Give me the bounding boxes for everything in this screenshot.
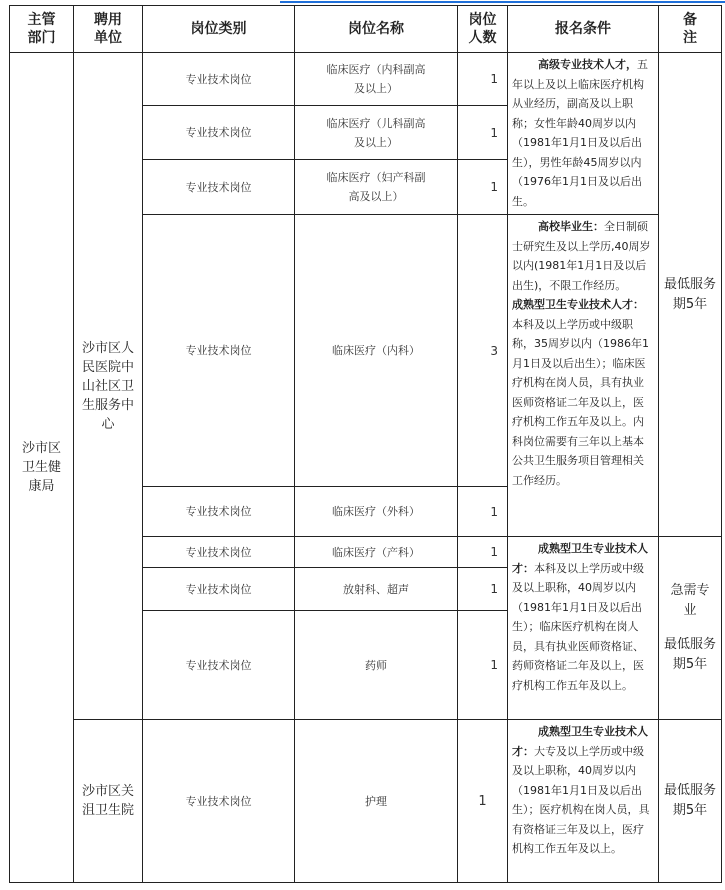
conditions-cell-1: 高级专业技术人才，五年以上及以上临床医疗机构从业经历，副高及以上职称；女性年龄40周岁以内（1981年1月1日及以后出生），男性年龄45周岁以内（1976年1月1日及以后出生。	[508, 53, 659, 215]
post-name-cell: 临床医疗（妇产科副高及以上）	[295, 160, 458, 215]
post-name-cell: 临床医疗（内科）	[295, 215, 458, 487]
post-name-cell: 临床医疗（外科）	[295, 487, 458, 537]
category-cell: 专业技术岗位	[143, 215, 295, 487]
header-category: 岗位类别	[143, 6, 295, 53]
count-cell: 1	[458, 720, 508, 883]
conditions-cell-3: 成熟型卫生专业技术人才：本科及以上学历或中级及以上职称，40周岁以内（1981年1月1日及以后出生）；临床医疗机构在岗人员，具有执业医师资格证、药师资格证二年及以上，医疗机构工作五年及以上。	[508, 537, 659, 720]
note-cell-2: 急需专业 最低服务期5年	[659, 537, 722, 720]
table-row	[10, 53, 722, 106]
post-name-cell: 护理	[295, 720, 458, 883]
category-cell: 专业技术岗位	[143, 487, 295, 537]
count-cell: 1	[458, 106, 508, 160]
dept-cell: 沙市区卫生健康局	[10, 53, 74, 883]
unit-cell-1: 沙市区人民医院中山社区卫生服务中心	[74, 53, 143, 720]
count-cell: 1	[458, 611, 508, 720]
post-name-cell: 放射科、超声	[295, 568, 458, 611]
header-conditions: 报名条件	[508, 6, 659, 53]
category-cell: 专业技术岗位	[143, 53, 295, 106]
post-name-cell: 临床医疗（内科副高及以上）	[295, 53, 458, 106]
note-cell-3: 最低服务期5年	[659, 720, 722, 883]
header-row	[10, 6, 722, 53]
post-name-cell: 药师	[295, 611, 458, 720]
note-cell-1: 最低服务期5年	[659, 53, 722, 537]
unit-cell-2: 沙市区关沮卫生院	[74, 720, 143, 883]
conditions-cell-2: 高校毕业生：全日制硕士研究生及以上学历,40周岁以内(1981年1月1日及以后出生)，不限工作经历。 成熟型卫生专业技术人才：本科及以上学历或中级职称，35周岁以内（1986年1月1日及以后出生）；临床医疗机构在岗人员，具有执业医师资格证二年及以上，医疗机构工作五年及以上。内科岗位需要有三年以上基本公共卫生服务项目管理相关工作经历。	[508, 215, 659, 537]
post-name-cell: 临床医疗（儿科副高及以上）	[295, 106, 458, 160]
conditions-cell-4: 成熟型卫生专业技术人才：大专及以上学历或中级及以上职称，40周岁以内（1981年1月1日及以后出生）；医疗机构在岗人员，具有资格证三年及以上，医疗机构工作五年及以上。	[508, 720, 659, 883]
count-cell: 1	[458, 487, 508, 537]
count-cell: 1	[458, 53, 508, 106]
category-cell: 专业技术岗位	[143, 537, 295, 568]
category-cell: 专业技术岗位	[143, 568, 295, 611]
top-accent-line	[280, 1, 725, 3]
count-cell: 1	[458, 537, 508, 568]
category-cell: 专业技术岗位	[143, 720, 295, 883]
recruitment-table	[9, 5, 722, 883]
post-name-cell: 临床医疗（产科）	[295, 537, 458, 568]
count-cell: 1	[458, 568, 508, 611]
header-count: 岗位人数	[458, 6, 508, 53]
category-cell: 专业技术岗位	[143, 611, 295, 720]
count-cell: 3	[458, 215, 508, 487]
header-name: 岗位名称	[295, 6, 458, 53]
category-cell: 专业技术岗位	[143, 160, 295, 215]
category-cell: 专业技术岗位	[143, 106, 295, 160]
count-cell: 1	[458, 160, 508, 215]
header-dept: 主管部门	[10, 6, 74, 53]
header-unit: 聘用单位	[74, 6, 143, 53]
table-row	[10, 720, 722, 883]
header-note: 备注	[659, 6, 722, 53]
